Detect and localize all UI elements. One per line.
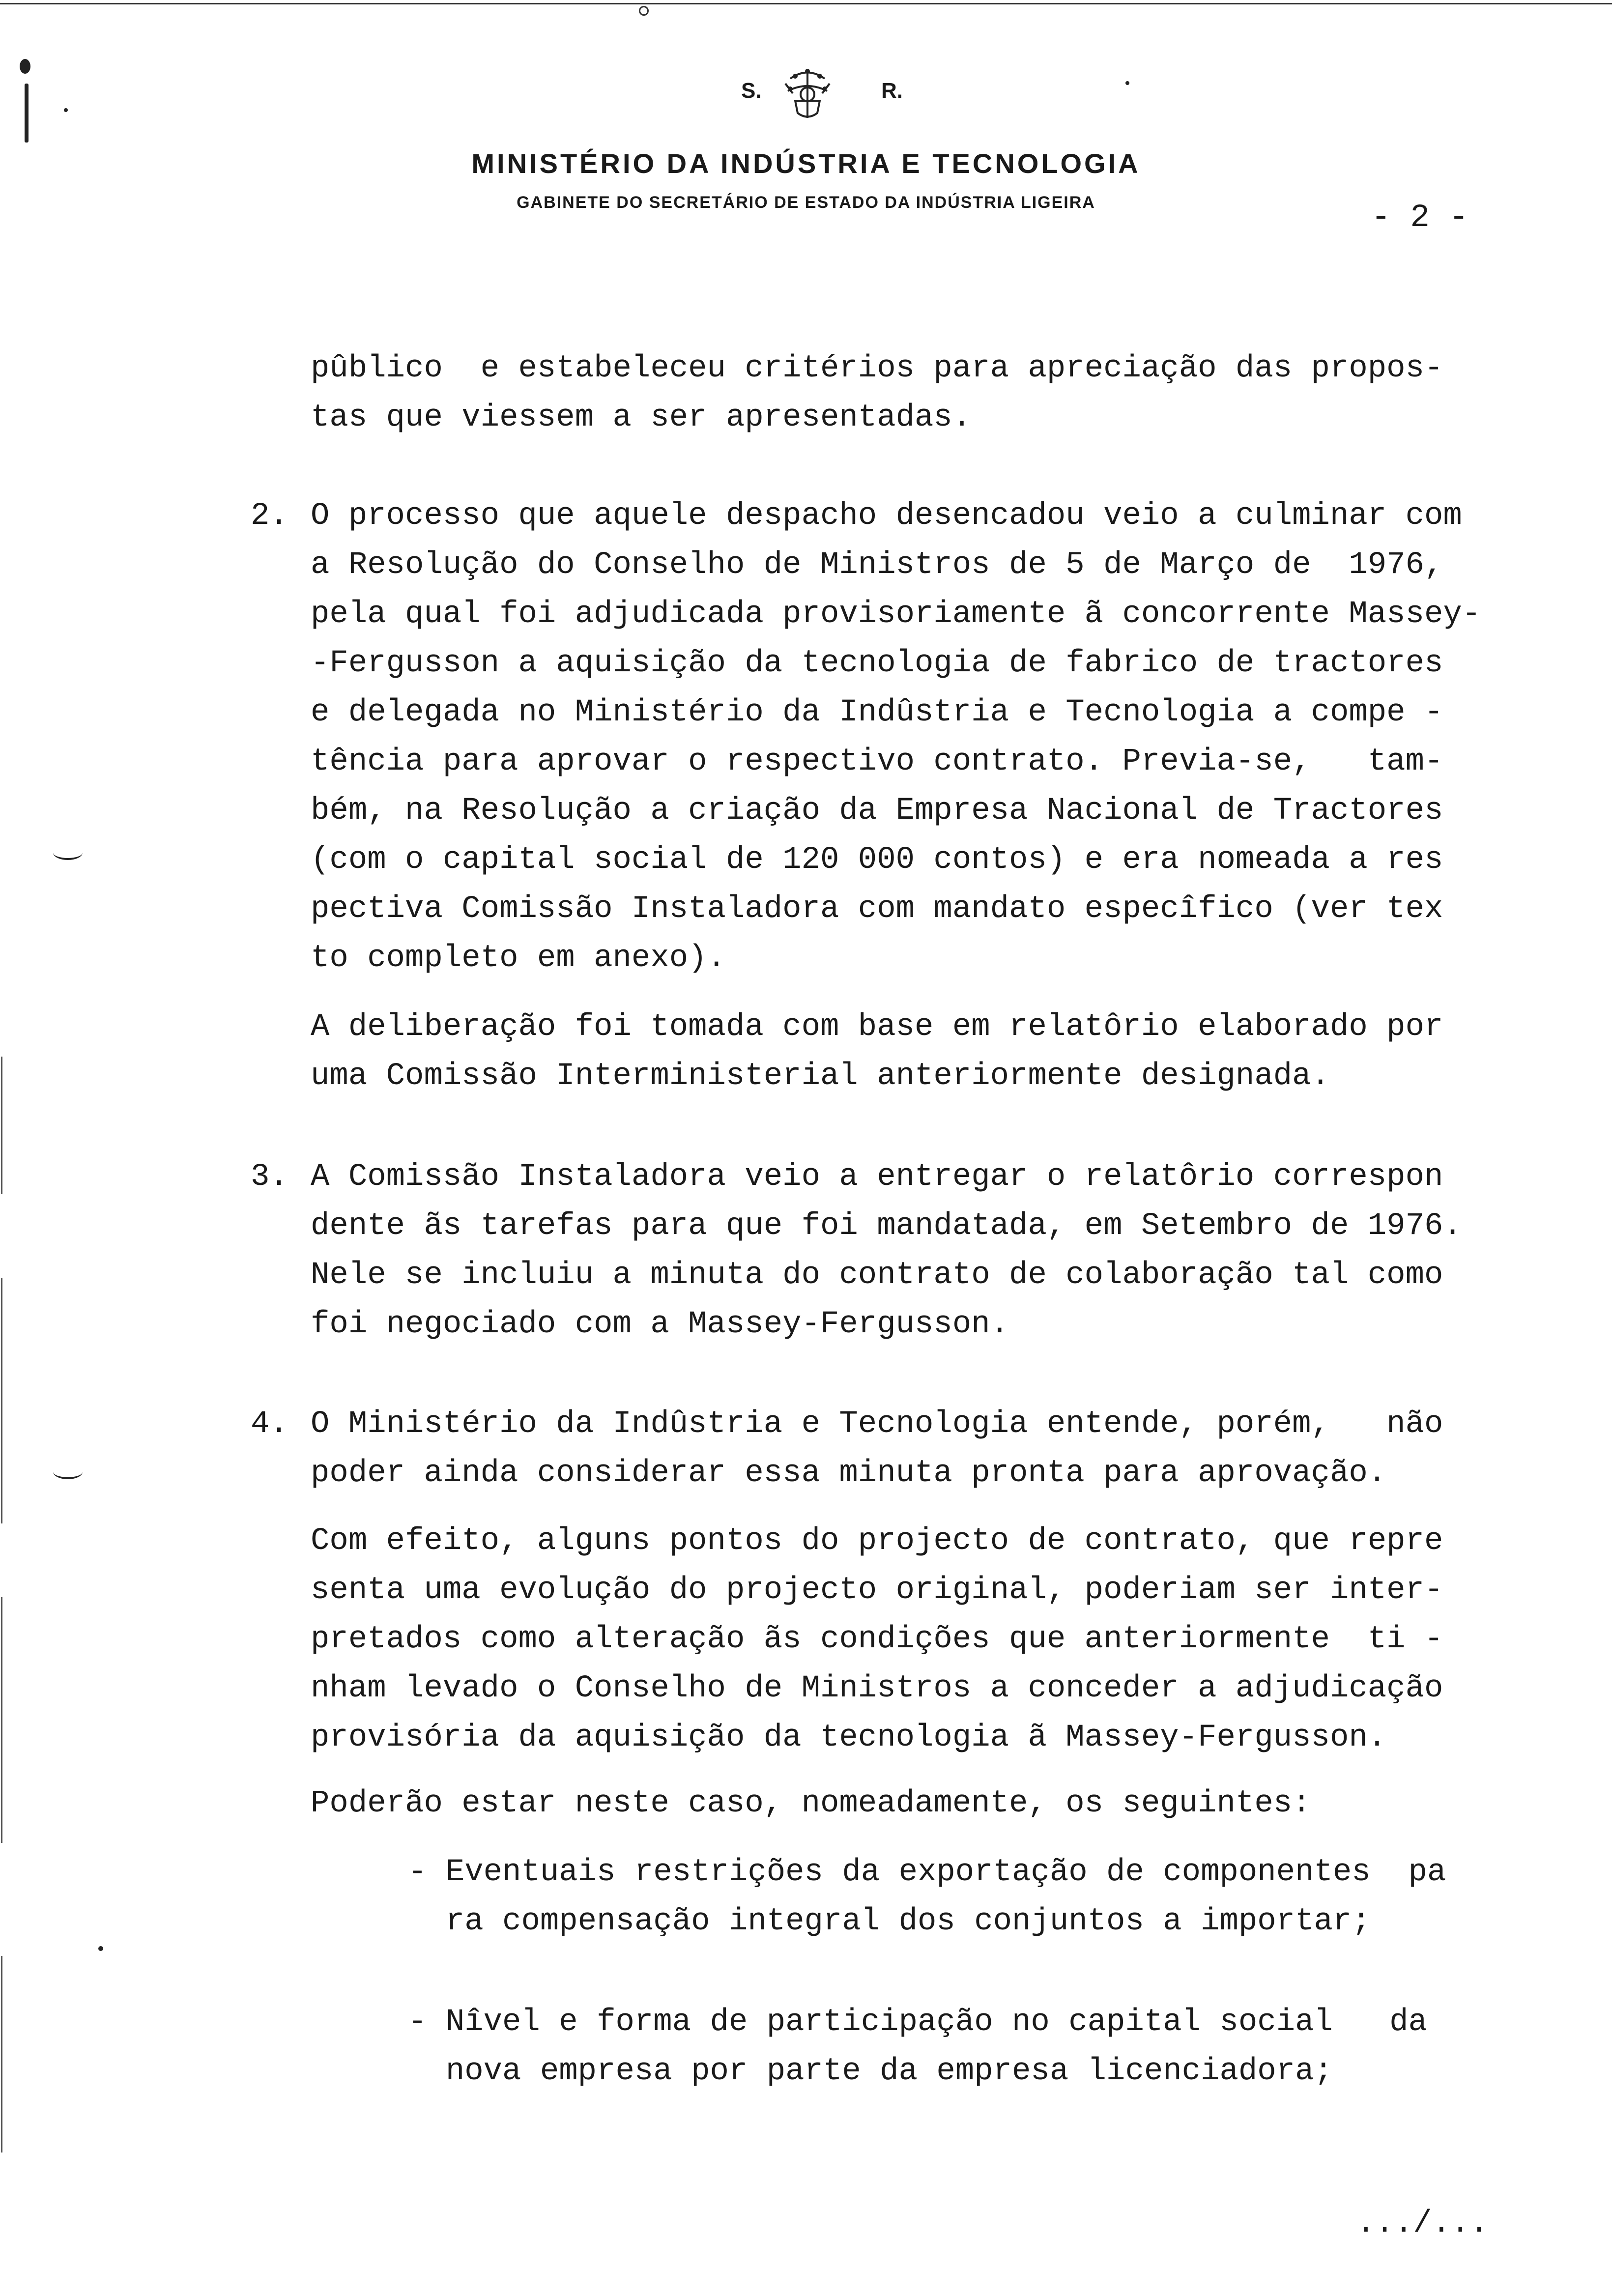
text-line: provisória da aquisição da tecnologia ã Massey-Fergusson. xyxy=(311,1720,1387,1755)
letterhead-right-initial: R. xyxy=(881,79,903,103)
text-line: Com efeito, alguns pontos do projecto de contrato, que repre xyxy=(311,1523,1443,1559)
text-line: tas que viessem a ser apresentadas. xyxy=(311,400,972,435)
text-line: bém, na Resolução a criação da Empresa Nacional de Tractores xyxy=(311,793,1443,829)
ministry-title: MINISTÉRIO DA INDÚSTRIA E TECNOLOGIA xyxy=(471,148,1141,179)
scan-left-edge xyxy=(1,1597,2,1843)
punch-hole-mark xyxy=(53,845,83,860)
scan-ring-mark xyxy=(639,6,649,16)
text-line: A Comissão Instaladora veio a entregar o relatôrio correspon xyxy=(311,1159,1443,1195)
scan-speck xyxy=(1125,81,1129,85)
text-line: uma Comissão Interministerial anteriormente designada. xyxy=(311,1059,1330,1094)
scan-left-edge xyxy=(1,1278,2,1523)
coat-of-arms-icon xyxy=(780,64,835,123)
text-line: to completo em anexo). xyxy=(311,941,726,976)
scan-top-edge xyxy=(0,3,1612,4)
text-line: a Resolução do Conselho de Ministros de 5 de Março de 1976, xyxy=(311,547,1443,583)
scan-speck xyxy=(98,1946,103,1951)
bullet-line: - Nîvel e forma de participação no capital social da xyxy=(408,2005,1427,2040)
scan-speck xyxy=(25,84,29,143)
text-line: tência para aprovar o respectivo contrato. Previa-se, tam- xyxy=(311,744,1443,779)
text-line: senta uma evolução do projecto original, poderiam ser inter- xyxy=(311,1573,1443,1608)
scan-speck xyxy=(20,59,30,74)
scan-left-edge xyxy=(1,1956,2,2152)
text-line: poder ainda considerar essa minuta pronta para aprovação. xyxy=(311,1456,1387,1491)
continuation-marker: .../... xyxy=(1356,2206,1489,2241)
text-line: pectiva Comissão Instaladora com mandato especîfico (ver tex xyxy=(311,891,1443,927)
punch-hole-mark xyxy=(53,1464,83,1479)
text-line: dente ãs tarefas para que foi mandatada, em Setembro de 1976. xyxy=(311,1208,1462,1244)
item-number: 4. xyxy=(251,1406,288,1442)
page-number: - 2 - xyxy=(1371,199,1469,236)
text-line: foi negociado com a Massey-Fergusson. xyxy=(311,1307,1009,1342)
text-line: nham levado o Conselho de Ministros a conceder a adjudicação xyxy=(311,1671,1443,1706)
bullet-line: ra compensação integral dos conjuntos a importar; xyxy=(408,1904,1371,1939)
text-line: pela qual foi adjudicada provisoriamente ã concorrente Massey- xyxy=(311,597,1481,632)
text-line: pûblico e estabeleceu critérios para apreciação das propos- xyxy=(311,351,1443,386)
item-number: 3. xyxy=(251,1159,288,1195)
bullet-line: - Eventuais restrições da exportação de componentes pa xyxy=(408,1855,1446,1890)
text-line: (com o capital social de 120 000 contos) e era nomeada a res xyxy=(311,842,1443,878)
text-line: -Fergusson a aquisição da tecnologia de fabrico de tractores xyxy=(311,646,1443,681)
text-line: O Ministério da Indûstria e Tecnologia entende, porém, não xyxy=(311,1406,1443,1442)
bullet-line: nova empresa por parte da empresa licenciadora; xyxy=(408,2054,1333,2089)
text-line: Nele se incluiu a minuta do contrato de colaboração tal como xyxy=(311,1258,1443,1293)
scan-left-edge xyxy=(1,1057,2,1194)
cabinet-subtitle: GABINETE DO SECRETÁRIO DE ESTADO DA INDÚSTRIA LIGEIRA xyxy=(517,193,1095,212)
scan-speck xyxy=(64,108,68,112)
item-number: 2. xyxy=(251,498,288,534)
text-line: Poderão estar neste caso, nomeadamente, os seguintes: xyxy=(311,1786,1311,1821)
text-line: e delegada no Ministério da Indûstria e Tecnologia a compe - xyxy=(311,695,1443,730)
text-line: pretados como alteração ãs condições que anteriormente ti - xyxy=(311,1622,1443,1657)
text-line: A deliberação foi tomada com base em relatôrio elaborado por xyxy=(311,1009,1443,1045)
text-line: O processo que aquele despacho desencadou veio a culminar com xyxy=(311,498,1462,534)
letterhead-left-initial: S. xyxy=(741,79,762,103)
